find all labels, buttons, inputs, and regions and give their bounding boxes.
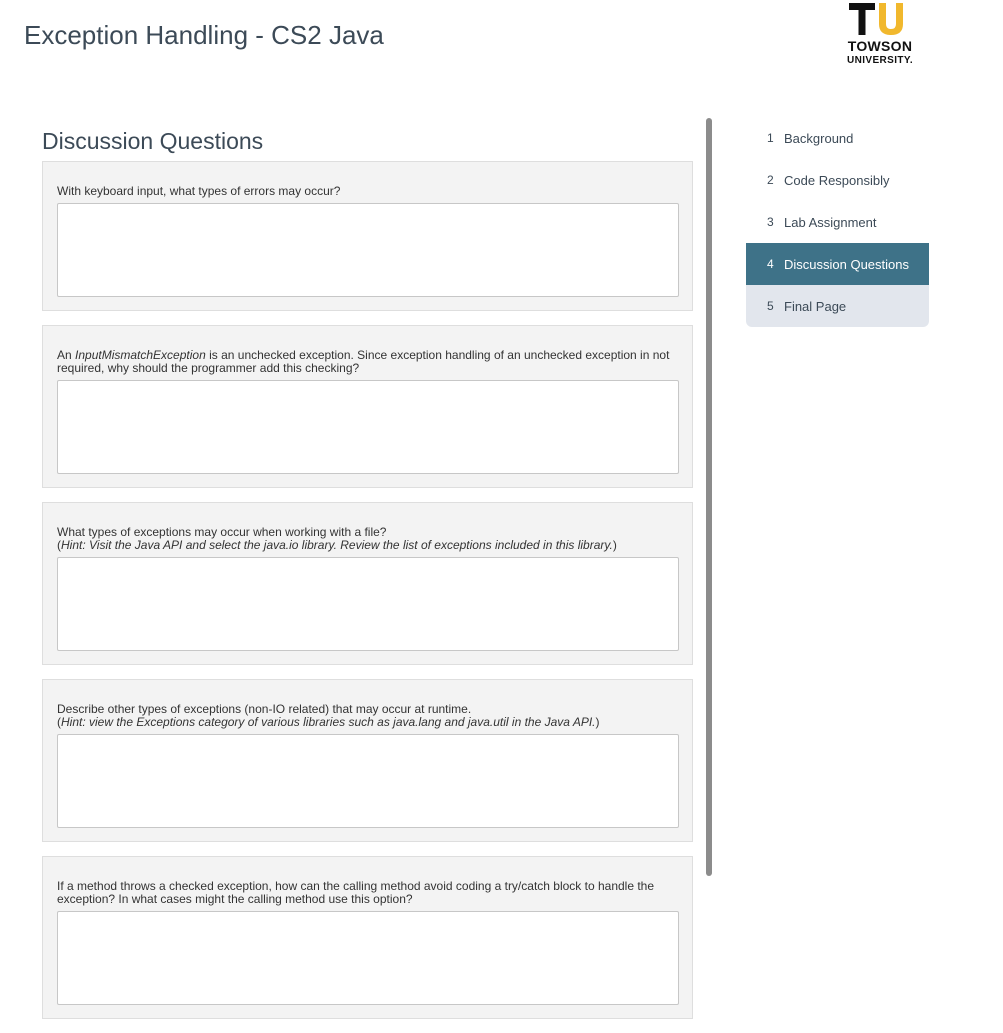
toc-item-number: 2 xyxy=(767,173,774,187)
question-card xyxy=(42,325,693,488)
question-text xyxy=(57,349,678,375)
question-text-segment: ( xyxy=(57,715,61,729)
question-card xyxy=(42,161,693,311)
toc-item-discussion-questions[interactable] xyxy=(746,243,929,285)
question-text-segment: ) xyxy=(612,538,617,552)
page-title: Exception Handling - CS2 Java xyxy=(24,20,384,50)
table-of-contents xyxy=(746,117,929,327)
toc-item-number: 3 xyxy=(767,215,774,229)
toc-item-background[interactable] xyxy=(746,117,929,159)
question-card xyxy=(42,679,693,842)
questions-list xyxy=(42,161,693,1033)
logo-text-towson: TOWSON xyxy=(847,38,913,54)
answer-textbox[interactable] xyxy=(57,734,679,828)
section-title: Discussion Questions xyxy=(42,128,264,154)
question-text-segment: What types of exceptions may occur when working with a file? xyxy=(57,525,387,539)
question-card xyxy=(42,856,693,1019)
question-text-segment: With keyboard input, what types of errors may occur? xyxy=(57,184,341,198)
question-text-segment: ) xyxy=(595,715,600,729)
question-text-segment: ( xyxy=(57,538,61,552)
question-text xyxy=(57,880,678,906)
question-text xyxy=(57,526,678,552)
toc-item-label: Final Page xyxy=(784,298,847,314)
question-card xyxy=(42,502,693,665)
answer-textbox[interactable] xyxy=(57,380,679,474)
toc-item-lab-assignment[interactable] xyxy=(746,201,929,243)
question-text-segment: An xyxy=(57,348,76,362)
question-emphasis-text: Hint: Visit the Java API and select the java.io library. Review the list of exceptions included in this library. xyxy=(61,538,613,552)
toc-item-label: Code Responsibly xyxy=(784,172,890,188)
question-text-segment: is an unchecked exception. Since exception handling of an unchecked exception in not required, why should the programmer add this checking? xyxy=(57,348,670,375)
toc-item-code-responsibly[interactable] xyxy=(746,159,929,201)
question-text-segment: If a method throws a checked exception, how can the calling method avoid coding a try/catch block to handle the exception? In what cases might the calling method use this option? xyxy=(57,879,655,906)
question-text xyxy=(57,185,678,198)
toc-item-number: 1 xyxy=(767,131,774,145)
toc-item-final-page[interactable] xyxy=(746,285,929,327)
question-emphasis-text: InputMismatchException xyxy=(75,348,206,362)
toc-item-number: 4 xyxy=(767,257,774,271)
answer-textbox[interactable] xyxy=(57,557,679,651)
logo-text-university: UNIVERSITY. xyxy=(846,55,914,66)
toc-item-number: 5 xyxy=(767,299,774,313)
toc-item-label: Discussion Questions xyxy=(784,256,909,272)
question-emphasis-text: Hint: view the Exceptions category of various libraries such as java.lang and java.util in the Java API. xyxy=(61,715,596,729)
question-text xyxy=(57,703,678,729)
toc-item-label: Background xyxy=(784,130,854,146)
question-text-segment: Describe other types of exceptions (non-IO related) that may occur at runtime. xyxy=(57,702,472,716)
tu-logo-mark-icon xyxy=(849,2,911,36)
answer-textbox[interactable] xyxy=(57,911,679,1005)
toc-item-label: Lab Assignment xyxy=(784,214,877,230)
towson-university-logo xyxy=(838,2,922,68)
scrollbar-thumb[interactable] xyxy=(706,118,712,876)
answer-textbox[interactable] xyxy=(57,203,679,297)
